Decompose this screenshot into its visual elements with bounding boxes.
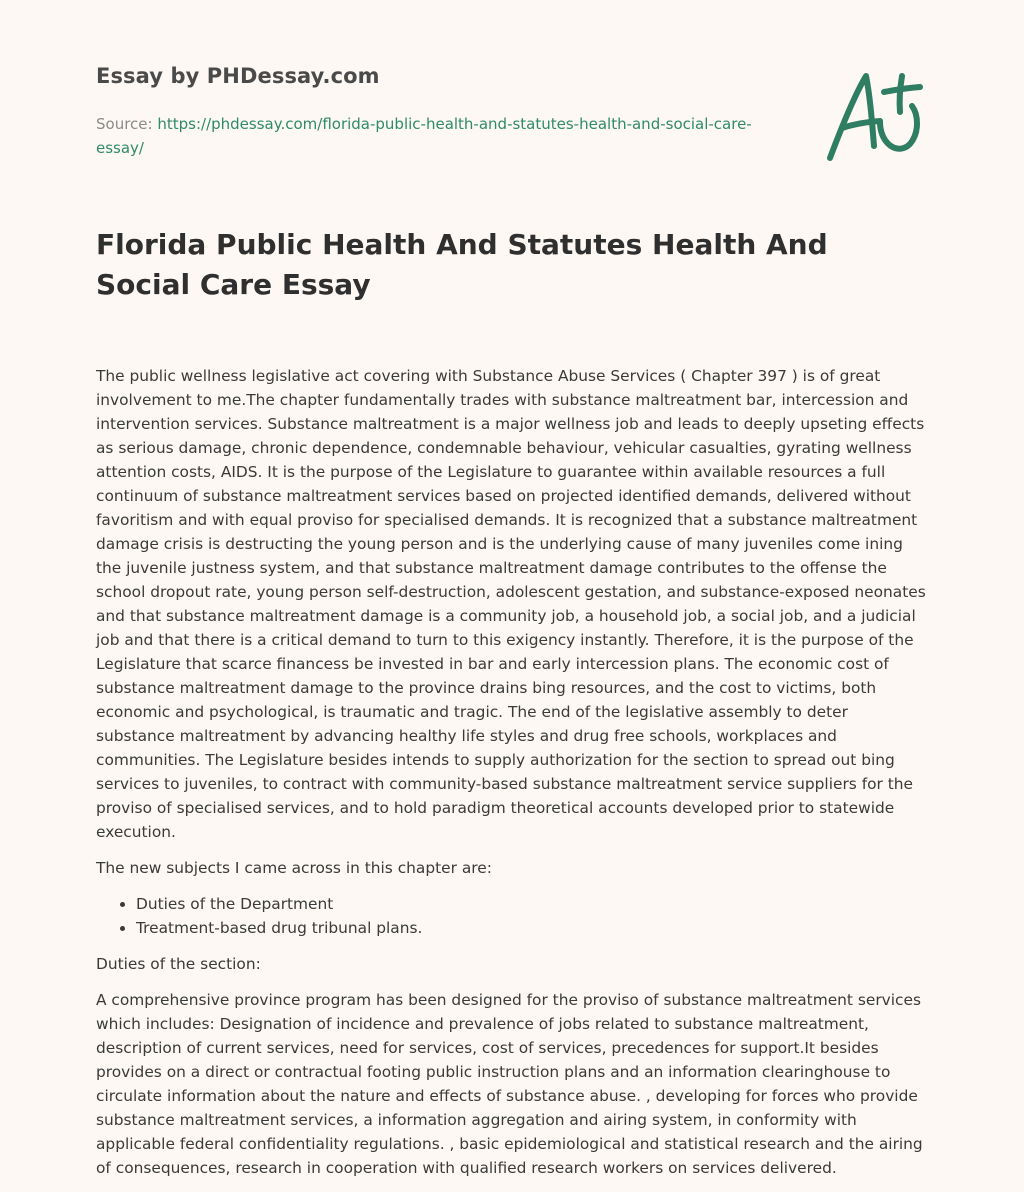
paragraph: A comprehensive province program has been designed for the proviso of substance maltreatment services which includes: Designation of incidence and prevalence of jobs related to substance maltreatment, description of current services, need for services, cost of services, precedences for support.It besides provides on a direct or contractual footing public instruction plans and an information clearinghouse to circulate information about the nature and effects of substance abuse. , developing for forces who provide substance maltreatment services, a information aggregation and airing system, in conformity with applicable federal confidentiality regulations. , basic epidemiological and statistical research and the airing of consequences, research in cooperation with qualified research workers on services delivered. (96, 991, 923, 1177)
list-item: • Treatment-based drug tribunal plans. (136, 916, 930, 940)
paragraph: The public wellness legislative act covering with Substance Abuse Services ( Chapter 397 ) is of great involvement to me.The chapter fundamentally trades with substance maltreatment bar, intercession and intervention services. Substance maltreatment is a major wellness job and leads to deeply upseting effects as serious damage, chronic dependence, condemnable behaviour, vehicular casualties, gyrating wellness attention costs, AIDS. It is the purpose of the Legislature to guarantee within available resources a full continuum of substance maltreatment services based on projected identified demands, delivered without favoritism and with equal proviso for specialised demands. It is recognized that a substance maltreatment damage crisis is destructing the young person and is the underlying cause of many juveniles come ining the juvenile justness system, and that substance maltreatment damage contributes to the offense the school dropout rate, young person self-destruction, adolescent gestation, and substance-exposed neonates and that substance maltreatment damage is a community job, a household job, a social job, and a judicial job and that there is a critical demand to turn to this exigency instantly. Therefore, it is the purpose of the Legislature that scarce financess be invested in bar and early intercession plans. The economic cost of substance maltreatment damage to the province drains bing resources, and the cost to victims, both economic and psychological, is traumatic and tragic. The end of the legislative assembly to deter substance maltreatment by advancing healthy life styles and drug free schools, workplaces and communities. The Legislature besides intends to supply authorization for the section to spread out bing services to juveniles, to contract with community-based substance maltreatment service suppliers for the proviso of specialised services, and to hold paradigm theoretical accounts developed prior to statewide execution. (96, 367, 926, 841)
list-item: • Duties of the Department (136, 892, 930, 916)
site-title: Essay by PHDessay.com (96, 64, 380, 88)
source-link[interactable]: https://phdessay.com/florida-public-health-and-statutes-health-and-social-care-essay/ (96, 115, 752, 157)
source-label: Source: (96, 115, 153, 133)
paragraph: Duties of the section: (96, 955, 261, 973)
source-line (96, 112, 776, 160)
essay-title: Florida Public Health And Statutes Health And Social Care Essay (96, 228, 828, 301)
subjects-list (96, 892, 930, 940)
essay-body (96, 364, 930, 1192)
paragraph: The new subjects I came across in this chapter are: (96, 859, 492, 877)
a-plus-logo-icon (820, 66, 930, 166)
